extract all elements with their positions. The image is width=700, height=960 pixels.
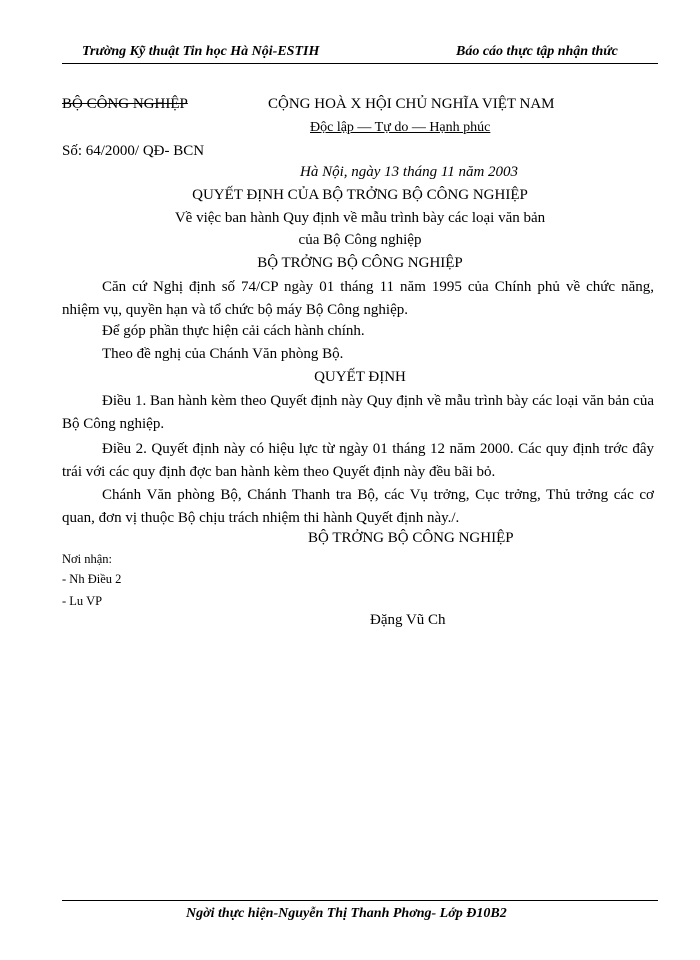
recipient-1: - Nh Điều 2 — [62, 572, 122, 586]
signer-name: Đặng Vũ Ch — [370, 612, 446, 628]
decision-heading: QUYẾT ĐỊNH — [314, 369, 406, 385]
subject-line-2: của Bộ Công nghiệp — [298, 232, 422, 248]
recipients-label: Nơi nhận: — [62, 552, 113, 566]
basis-paragraph-1: Căn cứ Nghị định số 74/CP ngày 01 tháng 11 năm 1995 của Chính phủ về chức năng, nhiệm vụ, quyền hạn và tổ chức bộ máy Bộ Công nghiệp. — [62, 279, 654, 318]
recipient-2: - Lu VP — [62, 594, 103, 608]
header-right-text: Báo cáo thực tập nhận thức — [456, 44, 618, 59]
basis-paragraph-3: Theo đề nghị của Chánh Văn phòng Bộ. — [102, 346, 344, 362]
footer-rule — [62, 900, 658, 901]
header-rule — [62, 63, 658, 64]
authority-heading: BỘ TRỞNG BỘ CÔNG NGHIỆP — [257, 255, 463, 271]
footer-text: Ngời thực hiện-Nguyễn Thị Thanh Phơng- Lớp Đ10B2 — [186, 906, 507, 921]
place-and-date: Hà Nội, ngày 13 tháng 11 năm 2003 — [300, 164, 519, 180]
article-3: Chánh Văn phòng Bộ, Chánh Thanh tra Bộ, các Vụ trởng, Cục trởng, Thủ trởng các cơ quan, đơn vị thuộc Bộ chịu trách nhiệm thi hành Quyết định này./. — [62, 487, 654, 526]
decision-title: QUYẾT ĐỊNH CỦA BỘ TRỞNG BỘ CÔNG NGHIỆP — [192, 187, 528, 203]
document-number: Số: 64/2000/ QĐ- BCN — [62, 143, 205, 159]
signer-title: BỘ TRỞNG BỘ CÔNG NGHIỆP — [308, 530, 514, 546]
national-motto: Độc lập — Tự do — Hạnh phúc — [310, 120, 491, 135]
article-1: Điều 1. Ban hành kèm theo Quyết định này Quy định về mẫu trình bày các loại văn bản của Bộ Công nghiệp. — [62, 393, 654, 432]
article-2: Điều 2. Quyết định này có hiệu lực từ ngày 01 tháng 12 năm 2000. Các quy định trớc đây trái với các quy định đợc ban hành kèm theo Quyết định này đều bãi bỏ. — [62, 441, 654, 480]
subject-line-1: Về việc ban hành Quy định về mẫu trình bày các loại văn bản — [174, 210, 546, 226]
ministry-name: BỘ CÔNG NGHIỆP — [62, 96, 188, 112]
header-left-text: Trường Kỹ thuật Tin học Hà Nội-ESTIH — [82, 44, 320, 59]
basis-paragraph-2: Để góp phần thực hiện cải cách hành chính. — [102, 323, 365, 339]
republic-name: CỘNG HOÀ X HỘI CHỦ NGHĨA VIỆT NAM — [268, 96, 555, 112]
